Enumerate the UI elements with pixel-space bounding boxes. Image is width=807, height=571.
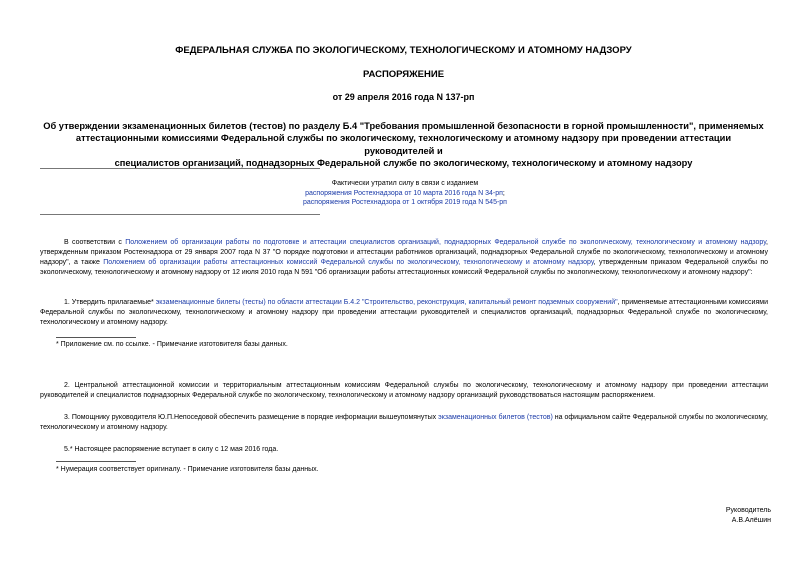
paragraph-preamble	[40, 238, 768, 278]
status-note	[290, 179, 520, 208]
document-date: от 29 апреля 2016 года N 137-рп	[332, 92, 475, 102]
signature-block	[726, 506, 771, 526]
footnote-rule-1	[56, 337, 136, 338]
footnote-1: * Приложение см. по ссылке. - Примечание изготовителя базы данных.	[56, 341, 288, 348]
text-run: 1. Утвердить прилагаемые*	[64, 299, 156, 306]
title-line: аттестационными комиссиями Федеральной службы по экологическому, технологическому и атомному надзору при проведении аттестации руководителей и	[75, 133, 732, 156]
divider-bottom	[40, 214, 320, 215]
title-line: специалистов организаций, поднадзорных Федеральной службе по экологическому, технологическому и атомному надзору	[114, 158, 693, 169]
divider-top	[40, 168, 320, 169]
text-run: , применяемые аттестационными комиссиями Федеральной службы по экологическому, технологическому и атомному надзору при проведении аттестации руководителей и специалистов организаций, поднадзорных Федеральной службе по экологическому, технологическому и атомному надзору.	[40, 299, 768, 326]
document-title	[42, 120, 765, 170]
footnote-rule-2	[56, 461, 136, 462]
regulation-link-1[interactable]: Положением об организации работы по подготовке и аттестации специалистов организаций, поднадзорных Федеральной службе по экологическому, технологическому и атомному надзору	[125, 239, 767, 246]
text-run: 3. Помощнику руководителя Ю.П.Непоседовой обеспечить размещение в порядке информации вышеупомянутых	[64, 414, 439, 421]
text-run: 2. Центральной аттестационной комиссии и территориальным аттестационным комиссиям Федеральной службы по экологическому, технологическому и атомному надзору при проведении аттестации руководителей и специалистов поднадзорных Федеральной службе по экологическому, технологическому и атомному надзору организаций руководствоваться настоящим распоряжением.	[40, 382, 768, 399]
signature-name: А.В.Алёшин	[731, 517, 771, 524]
status-link-2[interactable]: распоряжения Ростехнадзора от 1 октября 2019 года N 545-рп	[303, 199, 507, 206]
text-run: , утвержденным приказом Ростехнадзора от 29 января 2007 года N 37 "О порядке подготовки и аттестации работников организаций, поднадзорных Федеральной службе по экологическому, технологическому и атомному надзору", а также	[40, 239, 768, 266]
status-link-1[interactable]: распоряжения Ростехнадзора от 10 марта 2016 года N 34-рп	[305, 189, 503, 197]
status-line	[290, 198, 520, 208]
status-text: Фактически утратил силу в связи с изданием	[331, 180, 479, 187]
text-run: на официальном сайте Федеральной службы по экологическому, технологическому и атомному надзору.	[40, 414, 768, 431]
status-separator: ;	[502, 189, 505, 197]
exam-tickets-link-2[interactable]: экзаменационных билетов (тестов)	[438, 414, 553, 421]
document-type: РАСПОРЯЖЕНИЕ	[362, 69, 445, 80]
agency-name: ФЕДЕРАЛЬНАЯ СЛУЖБА ПО ЭКОЛОГИЧЕСКОМУ, ТЕХНОЛОГИЧЕСКОМУ И АТОМНОМУ НАДЗОРУ	[175, 45, 632, 56]
paragraph-item-2	[40, 381, 768, 401]
exam-tickets-link[interactable]: экзаменационные билеты (тесты) по области аттестации Б.4.2 "Строительство, реконструкция, капитальный ремонт подземных сооружений"	[155, 299, 618, 306]
paragraph-item-5	[40, 445, 768, 455]
text-run: В соответствии с	[64, 239, 126, 246]
text-run: , утвержденным приказом Федеральной службы по экологическому, технологическому и атомному надзору от 12 июля 2010 года N 591 "Об организации работы аттестационных комиссий Федеральной службы по экологическому, технологическому и атомному надзору":	[40, 259, 769, 276]
status-line	[290, 189, 520, 199]
footnote-2: * Нумерация соответствует оригиналу. - Примечание изготовителя базы данных.	[56, 466, 319, 473]
regulation-link-2[interactable]: Положением об организации работы аттестационных комиссий Федеральной службы по экологическому, технологическому и атомному надзору	[103, 259, 594, 266]
paragraph-item-3	[40, 413, 768, 433]
title-line: Об утверждении экзаменационных билетов (тестов) по разделу Б.4 "Требования промышленной безопасности в горной промышленности", применяемых	[43, 121, 764, 131]
text-run: 5.* Настоящее распоряжение вступает в силу с 12 мая 2016 года.	[64, 446, 279, 453]
paragraph-item-1	[40, 298, 768, 328]
signature-role: Руководитель	[725, 507, 771, 514]
